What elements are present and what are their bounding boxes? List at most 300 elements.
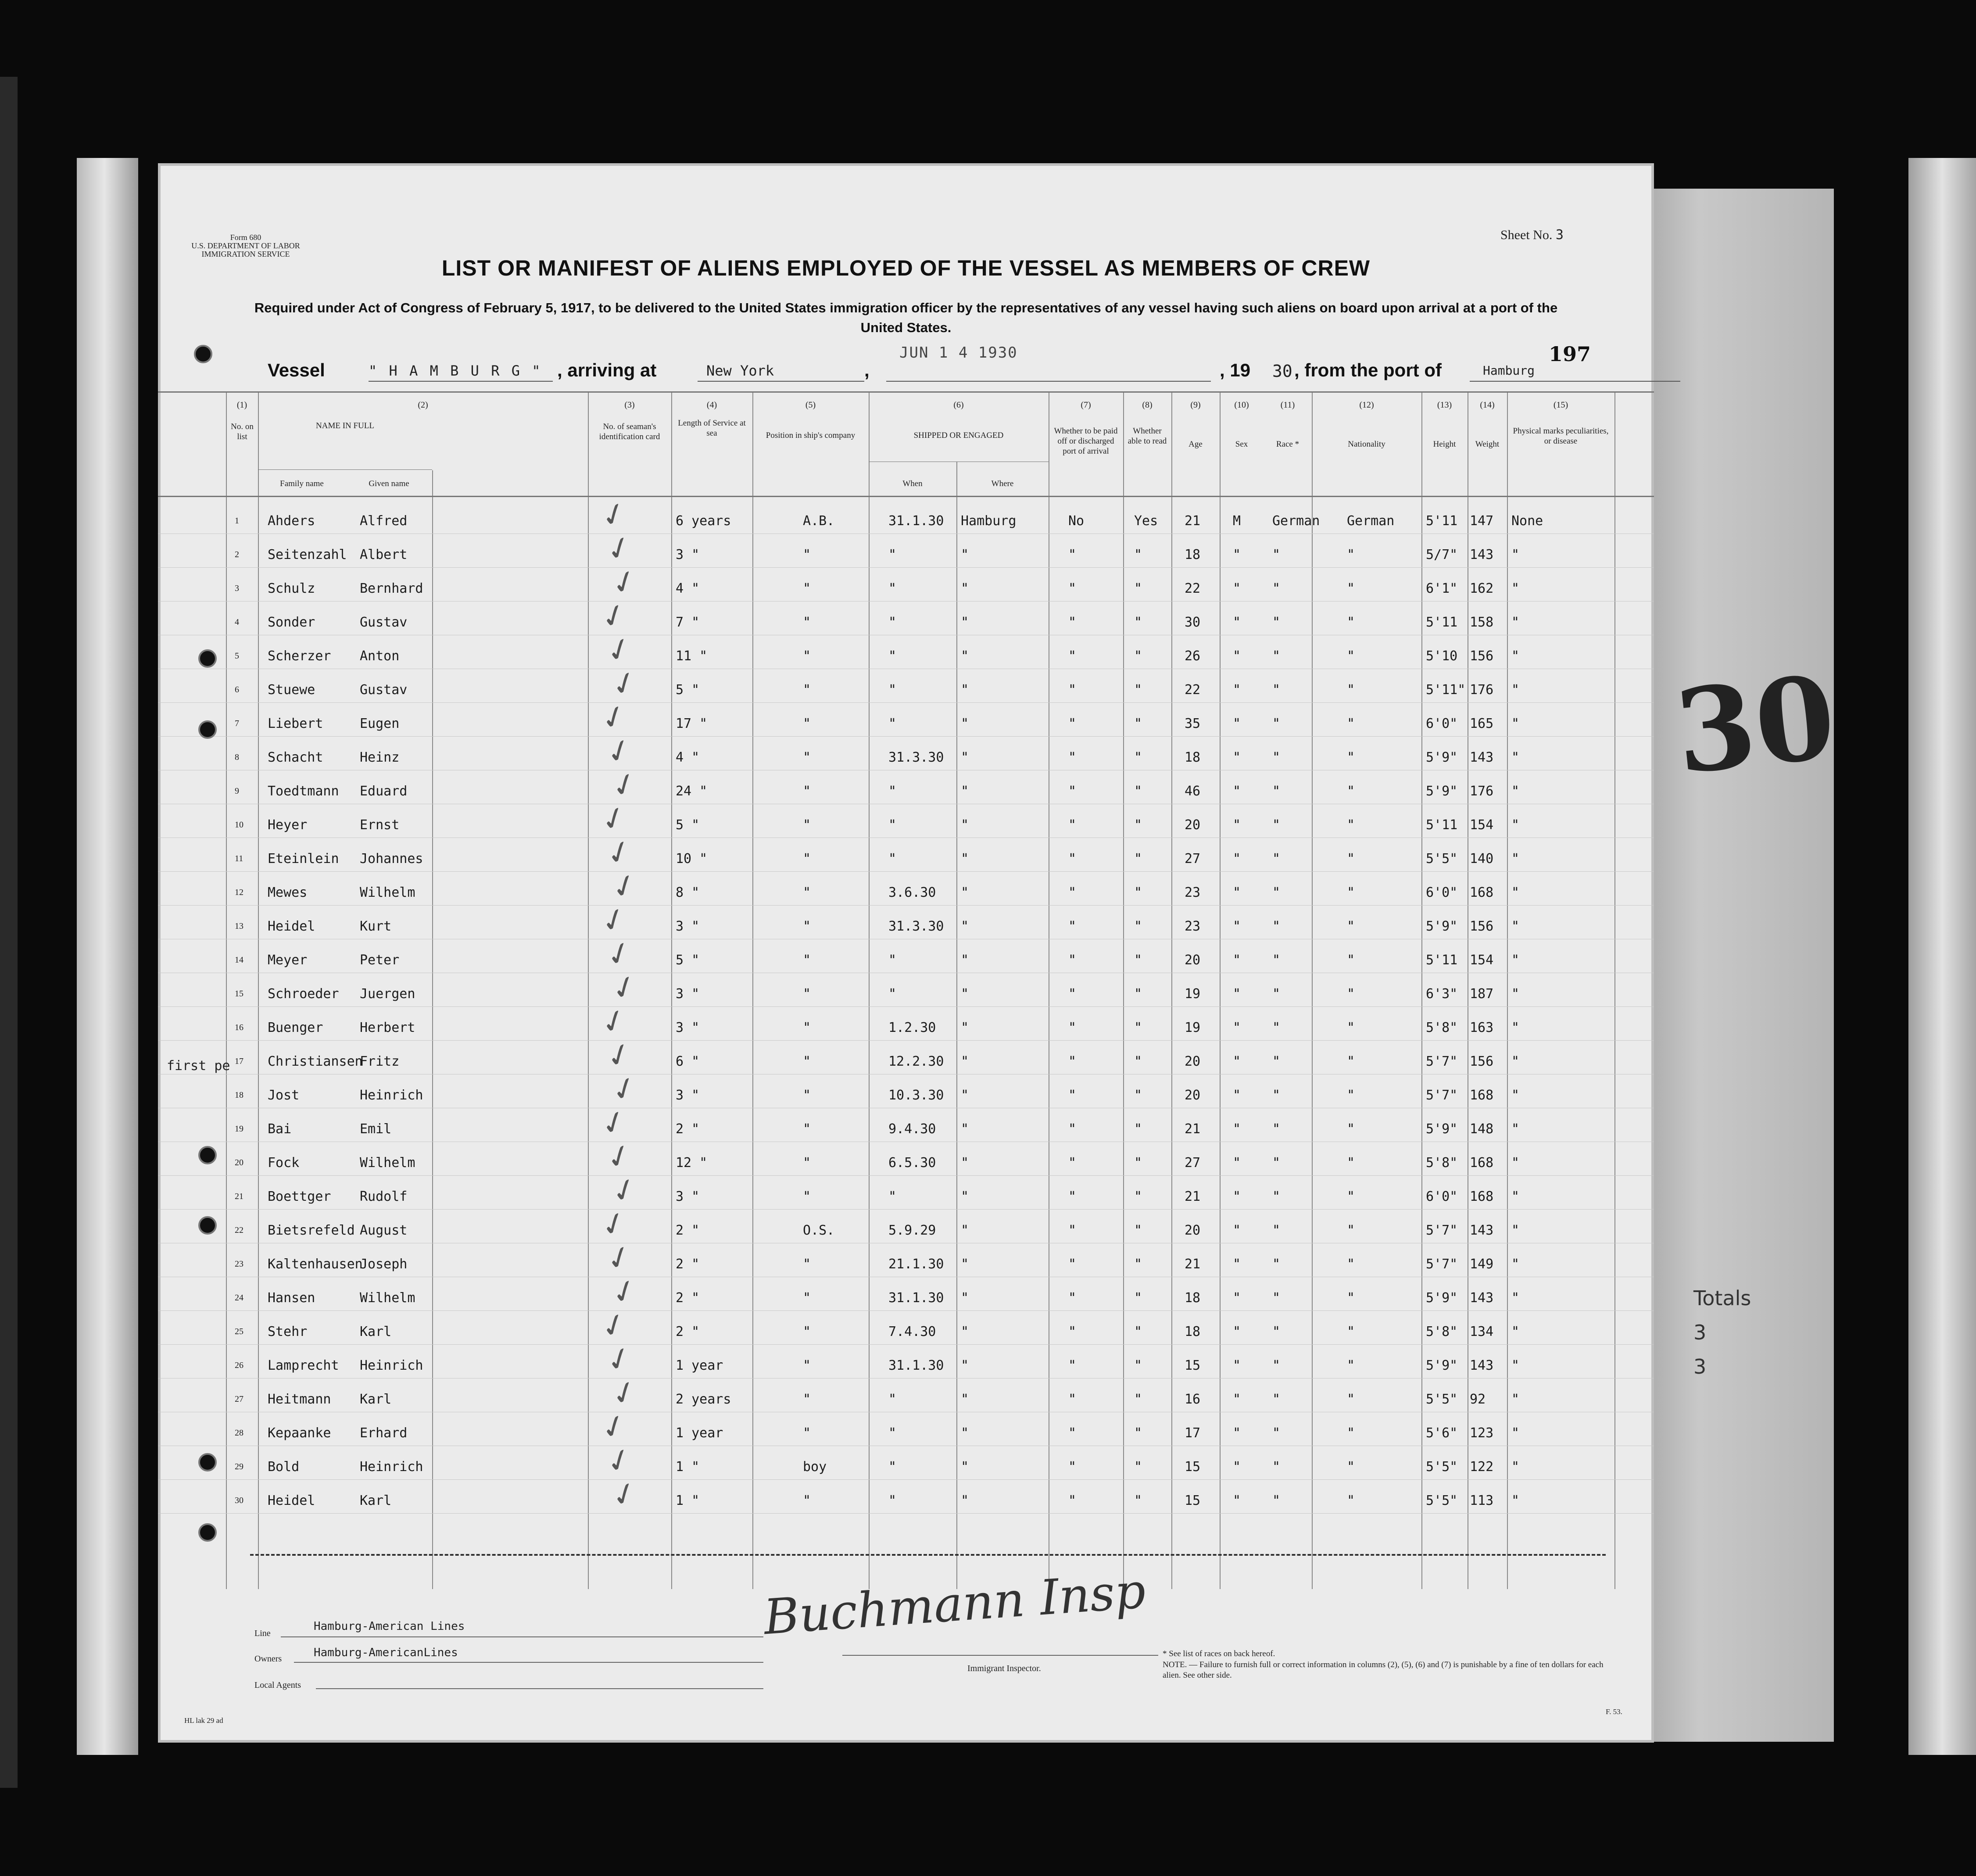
manifest-sheet: [158, 163, 1654, 1743]
engaged-date: 31.1.30: [888, 1358, 944, 1373]
weight: 143: [1470, 1223, 1494, 1238]
age: 15: [1185, 1459, 1201, 1475]
nationality: ": [1347, 1493, 1355, 1508]
paid-off: ": [1068, 615, 1077, 630]
sex: ": [1233, 817, 1241, 833]
race: ": [1272, 1155, 1281, 1171]
header-bottom-rule: [158, 496, 1654, 497]
table-row: [158, 797, 1654, 840]
race: ": [1272, 1459, 1281, 1475]
header-sex: Sex: [1235, 440, 1248, 449]
race: ": [1272, 1054, 1281, 1069]
engaged-place: ": [961, 1425, 969, 1441]
header-marks: Physical marks peculiarities, or disease: [1513, 426, 1609, 446]
position: boy: [803, 1459, 827, 1475]
weight: 154: [1470, 817, 1494, 833]
weight: 143: [1470, 547, 1494, 562]
table-row: [158, 1067, 1654, 1110]
nationality: ": [1347, 1358, 1355, 1373]
sex: ": [1233, 581, 1241, 596]
weight: 156: [1470, 1054, 1494, 1069]
sex: ": [1233, 784, 1241, 799]
header-id-card: No. of seaman's identification card: [599, 422, 660, 441]
height: 6'0": [1426, 885, 1458, 900]
given-name: Johannes: [360, 851, 423, 866]
able-to-read: ": [1134, 1257, 1142, 1272]
paid-off: ": [1068, 716, 1077, 731]
engaged-date: ": [888, 986, 897, 1002]
header-service: Length of Service at sea: [678, 419, 746, 438]
physical-marks: ": [1511, 682, 1520, 698]
comma-separator: ,: [864, 360, 870, 380]
age: 20: [1185, 1223, 1201, 1238]
physical-marks: ": [1511, 1257, 1520, 1272]
date-stamp: JUN 1 4 1930: [899, 344, 1018, 362]
height: 5'8": [1426, 1155, 1458, 1171]
family-name: Meyer: [268, 952, 308, 968]
weight: 143: [1470, 1290, 1494, 1306]
check-mark-icon: ✓: [606, 662, 643, 705]
check-mark-icon: ✓: [595, 493, 632, 536]
nationality: ": [1347, 1020, 1355, 1035]
family-name: Ahders: [268, 513, 315, 529]
column-number: (14): [1480, 400, 1495, 410]
row-number: 11: [235, 854, 243, 863]
family-name: Kepaanke: [268, 1425, 331, 1441]
paid-off: ": [1068, 1257, 1077, 1272]
check-mark-icon: ✓: [595, 797, 632, 840]
engaged-place: ": [961, 1088, 969, 1103]
backing-tally-value: 3: [1693, 1321, 1707, 1345]
sex: ": [1233, 952, 1241, 968]
service-length: 2 years: [676, 1392, 731, 1407]
table-row: [158, 493, 1654, 536]
header-weight: Weight: [1475, 440, 1500, 449]
service-length: 5 ": [676, 817, 700, 833]
position: ": [803, 784, 811, 799]
check-mark-icon: ✓: [595, 1101, 632, 1144]
family-name: Kaltenhausen: [268, 1257, 363, 1272]
departure-port: Hamburg: [1483, 363, 1535, 378]
race: ": [1272, 716, 1281, 731]
race: ": [1272, 682, 1281, 698]
race: ": [1272, 1088, 1281, 1103]
able-to-read: ": [1134, 1054, 1142, 1069]
age: 26: [1185, 648, 1201, 664]
table-row: [158, 1371, 1654, 1414]
form-number: Form 680: [230, 233, 261, 242]
position: ": [803, 648, 811, 664]
check-mark-icon: ✓: [595, 1304, 632, 1347]
table-row: [158, 1473, 1654, 1516]
given-name: Gustav: [360, 682, 408, 698]
given-name: Juergen: [360, 986, 415, 1002]
engaged-place: ": [961, 1121, 969, 1137]
row-number: 24: [235, 1293, 243, 1303]
age: 46: [1185, 784, 1201, 799]
given-name: Ernst: [360, 817, 400, 833]
paid-off: ": [1068, 1121, 1077, 1137]
row-number: 4: [235, 617, 239, 627]
physical-marks: ": [1511, 1425, 1520, 1441]
table-row: [158, 628, 1654, 671]
service-length: 3 ": [676, 986, 700, 1002]
paid-off: ": [1068, 1392, 1077, 1407]
age: 35: [1185, 716, 1201, 731]
check-mark-icon: ✓: [606, 865, 643, 908]
check-mark-icon: ✓: [601, 831, 637, 874]
position: ": [803, 1189, 811, 1204]
row-number: 6: [235, 685, 239, 695]
backing-page: [1641, 189, 1834, 1742]
nationality: ": [1347, 1121, 1355, 1137]
height: 5'9": [1426, 784, 1458, 799]
punch-hole: [198, 1453, 217, 1471]
column-number: (13): [1437, 400, 1452, 410]
vessel-label: Vessel: [268, 360, 325, 380]
engaged-place: ": [961, 615, 969, 630]
given-name: Karl: [360, 1324, 392, 1339]
able-to-read: ": [1134, 1392, 1142, 1407]
header-given-name: Given name: [369, 479, 409, 488]
race: ": [1272, 986, 1281, 1002]
given-name: Albert: [360, 547, 408, 562]
age: 27: [1185, 851, 1201, 866]
race: ": [1272, 1020, 1281, 1035]
nationality: ": [1347, 919, 1355, 934]
race: ": [1272, 1189, 1281, 1204]
race: ": [1272, 1257, 1281, 1272]
check-mark-icon: ✓: [601, 527, 637, 570]
weight: 165: [1470, 716, 1494, 731]
age: 22: [1185, 682, 1201, 698]
family-name: Heidel: [268, 1493, 315, 1508]
line-underline: [281, 1636, 763, 1637]
weight: 156: [1470, 919, 1494, 934]
header-race: Race *: [1276, 440, 1299, 449]
paid-off: ": [1068, 952, 1077, 968]
sheet-number-value: 3: [1555, 227, 1564, 243]
race: ": [1272, 817, 1281, 833]
race: ": [1272, 547, 1281, 562]
weight: 147: [1470, 513, 1494, 529]
sex: ": [1233, 1324, 1241, 1339]
paid-off: ": [1068, 1189, 1077, 1204]
able-to-read: ": [1134, 1020, 1142, 1035]
weight: 143: [1470, 750, 1494, 765]
vessel-name-line: [369, 381, 553, 382]
age: 19: [1185, 986, 1201, 1002]
film-edge-right: [1908, 158, 1976, 1755]
weight: 163: [1470, 1020, 1494, 1035]
nationality: ": [1347, 1324, 1355, 1339]
sex: ": [1233, 750, 1241, 765]
able-to-read: ": [1134, 851, 1142, 866]
given-name: Anton: [360, 648, 400, 664]
engaged-date: 1.2.30: [888, 1020, 936, 1035]
backing-tally-value: 3: [1693, 1355, 1707, 1379]
year-label: , 19: [1220, 360, 1251, 380]
position: ": [803, 750, 811, 765]
position: A.B.: [803, 513, 835, 529]
able-to-read: ": [1134, 547, 1142, 562]
engaged-place: ": [961, 851, 969, 866]
check-mark-icon: ✓: [606, 1371, 643, 1414]
row-number: 30: [235, 1496, 243, 1505]
sex: ": [1233, 1459, 1241, 1475]
able-to-read: ": [1134, 716, 1142, 731]
engaged-place: ": [961, 682, 969, 698]
vessel-name: " H A M B U R G ": [369, 362, 542, 379]
row-number: 14: [235, 955, 243, 965]
paid-off: ": [1068, 817, 1077, 833]
inspector-label: Immigrant Inspector.: [967, 1664, 1041, 1673]
race: ": [1272, 1425, 1281, 1441]
given-name: Eduard: [360, 784, 408, 799]
given-name: Heinrich: [360, 1358, 423, 1373]
able-to-read: ": [1134, 1358, 1142, 1373]
check-mark-icon: ✓: [601, 1338, 637, 1381]
owners-underline: [294, 1662, 763, 1663]
physical-marks: ": [1511, 885, 1520, 900]
able-to-read: ": [1134, 952, 1142, 968]
able-to-read: ": [1134, 1493, 1142, 1508]
race: ": [1272, 952, 1281, 968]
row-number: 26: [235, 1360, 243, 1370]
race: ": [1272, 851, 1281, 866]
paid-off: ": [1068, 1290, 1077, 1306]
family-name: Heidel: [268, 919, 315, 934]
table-row: [158, 1000, 1654, 1043]
weight: 140: [1470, 851, 1494, 866]
paid-off: ": [1068, 1155, 1077, 1171]
paid-off: ": [1068, 682, 1077, 698]
nationality: ": [1347, 851, 1355, 866]
nationality: German: [1347, 513, 1395, 529]
physical-marks: ": [1511, 615, 1520, 630]
column-number: (11): [1280, 400, 1295, 410]
service-length: 2 ": [676, 1223, 700, 1238]
margin-note: first pe: [167, 1058, 230, 1074]
position: ": [803, 919, 811, 934]
service-length: 3 ": [676, 1189, 700, 1204]
sex: ": [1233, 1189, 1241, 1204]
check-mark-icon: ✓: [606, 1270, 643, 1313]
check-mark-icon: ✓: [606, 763, 643, 806]
row-number: 15: [235, 989, 243, 999]
punch-hole: [194, 345, 212, 363]
row-number: 27: [235, 1394, 243, 1404]
physical-marks: ": [1511, 648, 1520, 664]
sex: ": [1233, 615, 1241, 630]
nationality: ": [1347, 885, 1355, 900]
able-to-read: ": [1134, 1088, 1142, 1103]
position: ": [803, 1324, 811, 1339]
weight: 134: [1470, 1324, 1494, 1339]
engaged-place: ": [961, 716, 969, 731]
sex: ": [1233, 919, 1241, 934]
table-row: [158, 1203, 1654, 1246]
service-length: 6 years: [676, 513, 731, 529]
nationality: ": [1347, 648, 1355, 664]
given-name: Alfred: [360, 513, 408, 529]
table-row: [158, 730, 1654, 773]
sex: ": [1233, 986, 1241, 1002]
sex: ": [1233, 1290, 1241, 1306]
engaged-date: ": [888, 1425, 897, 1441]
table-row: [158, 1101, 1654, 1144]
able-to-read: ": [1134, 615, 1142, 630]
given-name: Herbert: [360, 1020, 415, 1035]
physical-marks: ": [1511, 1155, 1520, 1171]
family-name: Hansen: [268, 1290, 315, 1306]
position: ": [803, 1425, 811, 1441]
position: ": [803, 952, 811, 968]
check-mark-icon: ✓: [601, 1439, 637, 1482]
sex: ": [1233, 1054, 1241, 1069]
engaged-place: ": [961, 952, 969, 968]
height: 5'9": [1426, 919, 1458, 934]
column-number: (10): [1234, 400, 1249, 410]
service-length: 17 ": [676, 716, 708, 731]
corner-mark-right: F. 53.: [1606, 1708, 1622, 1716]
physical-marks: ": [1511, 1392, 1520, 1407]
position: ": [803, 1257, 811, 1272]
races-footnote: * See list of races on back hereof.: [1163, 1649, 1275, 1658]
family-name: Stehr: [268, 1324, 308, 1339]
sheet-number: [1500, 227, 1564, 243]
physical-marks: ": [1511, 1121, 1520, 1137]
header-height: Height: [1433, 440, 1456, 449]
height: 5'10: [1426, 648, 1458, 664]
sex: ": [1233, 1020, 1241, 1035]
position: ": [803, 885, 811, 900]
height: 6'3": [1426, 986, 1458, 1002]
header-nationality: Nationality: [1348, 440, 1385, 449]
age: 16: [1185, 1392, 1201, 1407]
family-name: Schroeder: [268, 986, 339, 1002]
position: ": [803, 1121, 811, 1137]
engaged-place: ": [961, 1324, 969, 1339]
row-number: 29: [235, 1462, 243, 1471]
family-name: Bietsrefeld: [268, 1223, 355, 1238]
paid-off: ": [1068, 1493, 1077, 1508]
sex: ": [1233, 1392, 1241, 1407]
sex: ": [1233, 1425, 1241, 1441]
engaged-date: 31.3.30: [888, 919, 944, 934]
engaged-date: 9.4.30: [888, 1121, 936, 1137]
check-mark-icon: ✓: [606, 1067, 643, 1110]
header-paid-off: Whether to be paid off or discharged port of arrival: [1054, 426, 1118, 456]
nationality: ": [1347, 1223, 1355, 1238]
engaged-date: ": [888, 952, 897, 968]
corner-mark-left: HL lak 29 ad: [184, 1716, 223, 1725]
family-name: Bold: [268, 1459, 300, 1475]
service-length: 4 ": [676, 750, 700, 765]
physical-marks: ": [1511, 1459, 1520, 1475]
check-mark-icon: ✓: [606, 1473, 643, 1516]
sex: ": [1233, 1223, 1241, 1238]
engaged-place: ": [961, 1257, 969, 1272]
age: 15: [1185, 1493, 1201, 1508]
family-name: Jost: [268, 1088, 300, 1103]
physical-marks: ": [1511, 1020, 1520, 1035]
position: ": [803, 1358, 811, 1373]
column-number: (4): [706, 400, 717, 410]
age: 21: [1185, 513, 1201, 529]
inspector-signature: Buchmann Insp: [762, 1562, 1148, 1646]
manifest-number: 197: [1549, 342, 1591, 366]
given-name: Wilhelm: [360, 1155, 415, 1171]
nationality: ": [1347, 784, 1355, 799]
check-mark-icon: ✓: [595, 1405, 632, 1448]
weight: 149: [1470, 1257, 1494, 1272]
family-name: Christiansen: [268, 1054, 363, 1069]
row-number: 21: [235, 1192, 243, 1201]
engaged-place: ": [961, 1020, 969, 1035]
service-length: 11 ": [676, 648, 708, 664]
column-number: (15): [1553, 400, 1568, 410]
family-name: Liebert: [268, 716, 323, 731]
age: 21: [1185, 1121, 1201, 1137]
able-to-read: ": [1134, 1121, 1142, 1137]
height: 5'5": [1426, 1392, 1458, 1407]
row-number: 1: [235, 516, 239, 526]
engaged-place: Hamburg: [961, 513, 1017, 529]
table-row: [158, 662, 1654, 705]
column-number: (12): [1359, 400, 1374, 410]
column-number: (5): [805, 400, 816, 410]
weight: 154: [1470, 952, 1494, 968]
age: 17: [1185, 1425, 1201, 1441]
check-mark-icon: ✓: [601, 1135, 637, 1178]
engaged-date: 5.9.29: [888, 1223, 936, 1238]
physical-marks: ": [1511, 1189, 1520, 1204]
check-mark-icon: ✓: [595, 696, 632, 739]
row-number: 16: [235, 1023, 243, 1032]
service-length: 1 year: [676, 1358, 723, 1373]
height: 6'0": [1426, 716, 1458, 731]
able-to-read: ": [1134, 1324, 1142, 1339]
physical-marks: ": [1511, 1358, 1520, 1373]
physical-marks: ": [1511, 1223, 1520, 1238]
table-row: [158, 1236, 1654, 1279]
header-no: No. on list: [231, 422, 254, 441]
given-name: Peter: [360, 952, 400, 968]
service-length: 1 ": [676, 1459, 700, 1475]
height: 5'9": [1426, 1290, 1458, 1306]
sex: ": [1233, 682, 1241, 698]
sex: ": [1233, 1493, 1241, 1508]
family-name: Lamprecht: [268, 1358, 339, 1373]
film-edge-left: [77, 158, 138, 1755]
physical-marks: ": [1511, 1324, 1520, 1339]
header-where: Where: [991, 479, 1014, 488]
height: 5'9": [1426, 750, 1458, 765]
row-number: 20: [235, 1158, 243, 1167]
position: ": [803, 1493, 811, 1508]
paid-off: ": [1068, 750, 1077, 765]
able-to-read: ": [1134, 986, 1142, 1002]
given-name: Gustav: [360, 615, 408, 630]
check-mark-icon: ✓: [601, 932, 637, 975]
race: ": [1272, 919, 1281, 934]
engaged-place: ": [961, 1054, 969, 1069]
family-name: Sonder: [268, 615, 315, 630]
weight: 123: [1470, 1425, 1494, 1441]
able-to-read: ": [1134, 817, 1142, 833]
position: ": [803, 1020, 811, 1035]
